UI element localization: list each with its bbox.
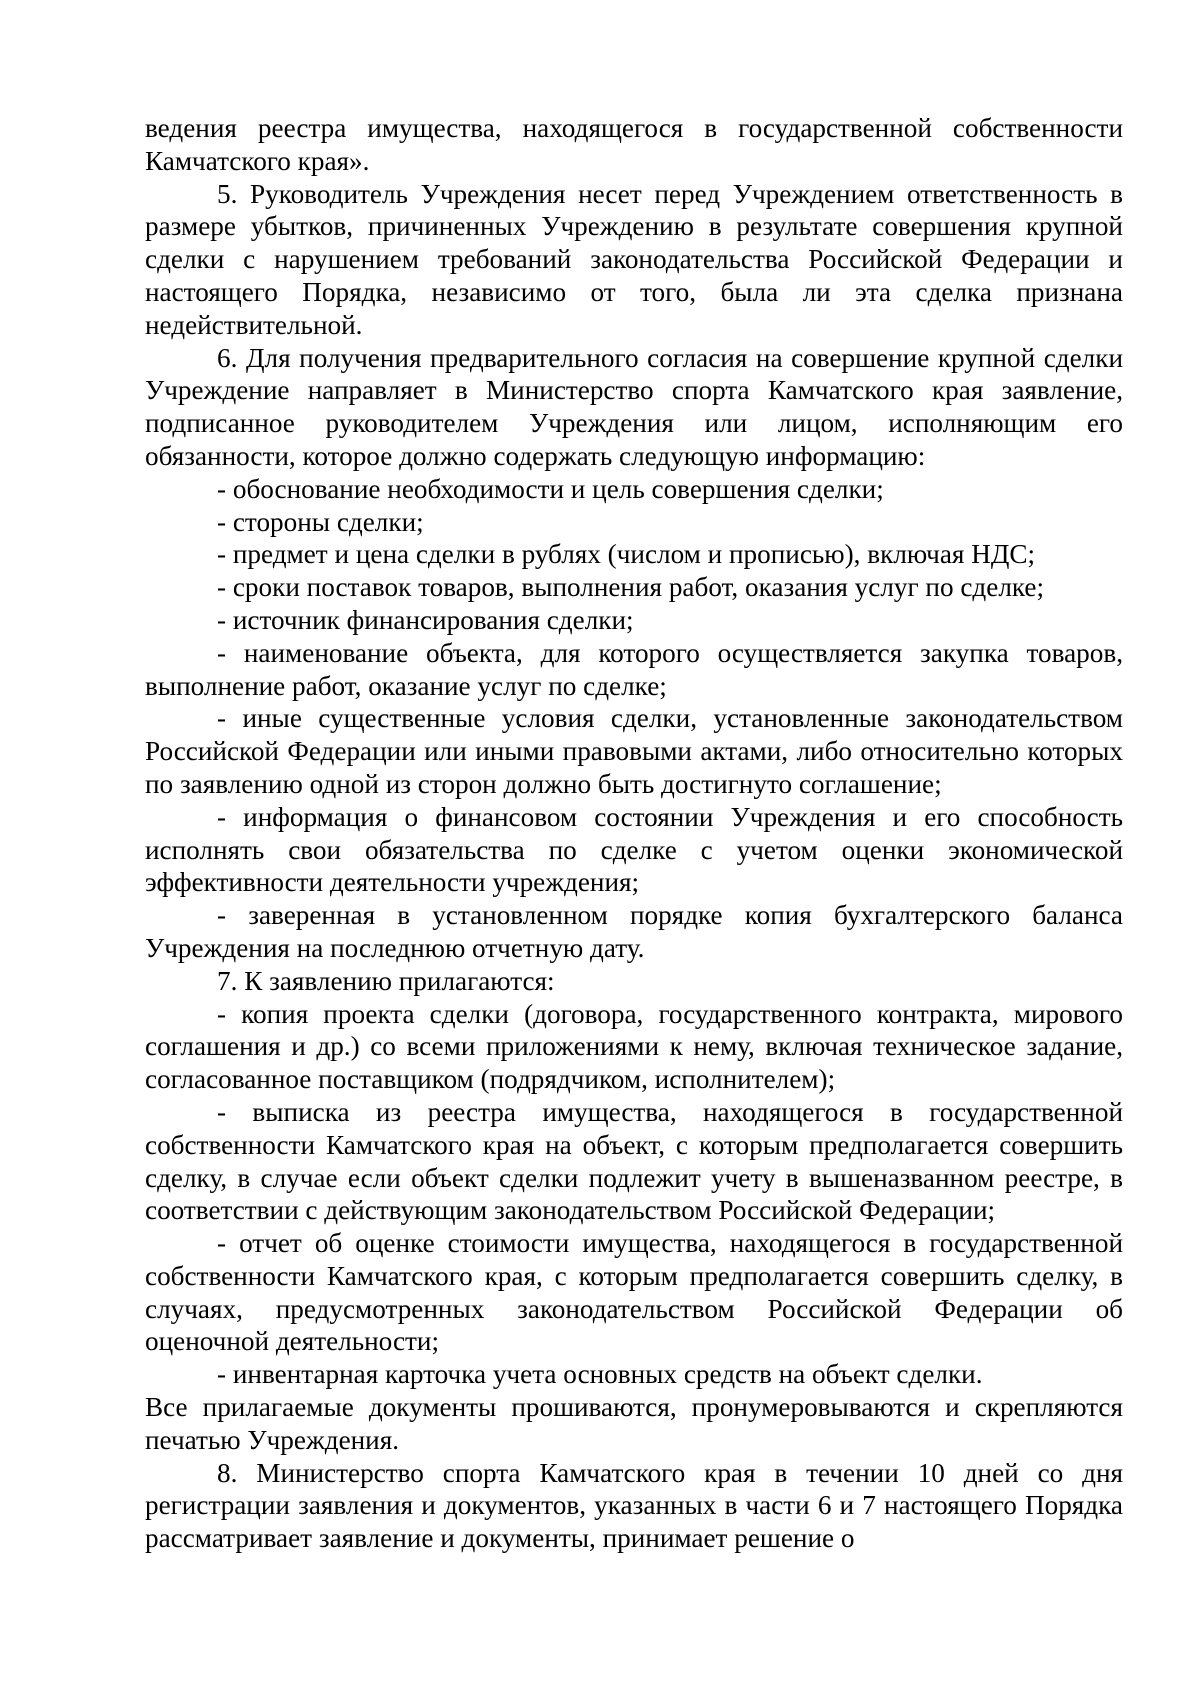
paragraph-clause-8: 8. Министерство спорта Камчатского края в течении 10 дней со дня регистрации заявления и документов, указанных в части 6 и 7 настоящего Порядка рассматривает заявление и документы, принимает решение о	[145, 1457, 1123, 1554]
list-item: - источник финансирования сделки;	[217, 604, 634, 635]
document-page	[145, 112, 1123, 1555]
list-item: - инвентарная карточка учета основных средств на объект сделки.	[217, 1359, 983, 1390]
paragraph-continuation: ведения реестра имущества, находящегося в государственной собственности Камчатского края».	[145, 113, 1123, 176]
list-item: - стороны сделки;	[217, 506, 424, 537]
list-item: - сроки поставок товаров, выполнения работ, оказания услуг по сделке;	[217, 572, 1045, 603]
list-item: - выписка из реестра имущества, находящегося в государственной собственности Камчатского края на объект, с которым предполагается совершить сделку, в случае если объект сделки подлежит учету в вышеназванном реестре, в соответствии с действующим законодательством Российской Федерации;	[145, 1096, 1123, 1226]
list-item: - иные существенные условия сделки, установленные законодательством Российской Федерации или иными правовыми актами, либо относительно которых по заявлению одной из сторон должно быть достигнуто соглашение;	[145, 703, 1123, 799]
list-item: - предмет и цена сделки в рублях (числом и прописью), включая НДС;	[217, 539, 1036, 570]
list-item: - копия проекта сделки (договора, государственного контракта, мирового соглашения и др.) со всеми приложениями к нему, включая техническое задание, согласованное поставщиком (подрядчиком, исполнителем);	[145, 998, 1123, 1095]
list-item: - заверенная в установленном порядке копия бухгалтерского баланса Учреждения на последнюю отчетную дату.	[145, 900, 1123, 963]
paragraph-clause-6: 6. Для получения предварительного согласия на совершение крупной сделки Учреждение направляет в Министерство спорта Камчатского края заявление, подписанное руководителем Учреждения или лицом, исполняющим его обязанности, которое должно содержать следующую информацию:	[145, 342, 1123, 471]
paragraph-attachments-note: Все прилагаемые документы прошиваются, пронумеровываются и скрепляются печатью Учреждения.	[145, 1392, 1123, 1455]
list-item: - наименование объекта, для которого осуществляется закупка товаров, выполнение работ, оказание услуг по сделке;	[145, 637, 1123, 701]
paragraph-clause-7: 7. К заявлению прилагаются:	[217, 965, 555, 996]
list-item: - отчет об оценке стоимости имущества, находящегося в государственной собственности Камчатского края, с которым предполагается совершить сделку, в случаях, предусмотренных законодательством Российской Федерации об оценочной деятельности;	[145, 1228, 1123, 1357]
paragraph-clause-5: 5. Руководитель Учреждения несет перед Учреждением ответственность в размере убытков, причиненных Учреждению в результате совершения крупной сделки с нарушением требований законодательства Российской Федерации и настоящего Порядка, независимо от того, была ли эта сделка признана недействительной.	[145, 178, 1123, 340]
list-item: - обоснование необходимости и цель совершения сделки;	[217, 473, 884, 504]
list-item: - информация о финансовом состоянии Учреждения и его способность исполнять свои обязательства по сделке с учетом оценки экономической эффективности деятельности учреждения;	[145, 801, 1123, 898]
